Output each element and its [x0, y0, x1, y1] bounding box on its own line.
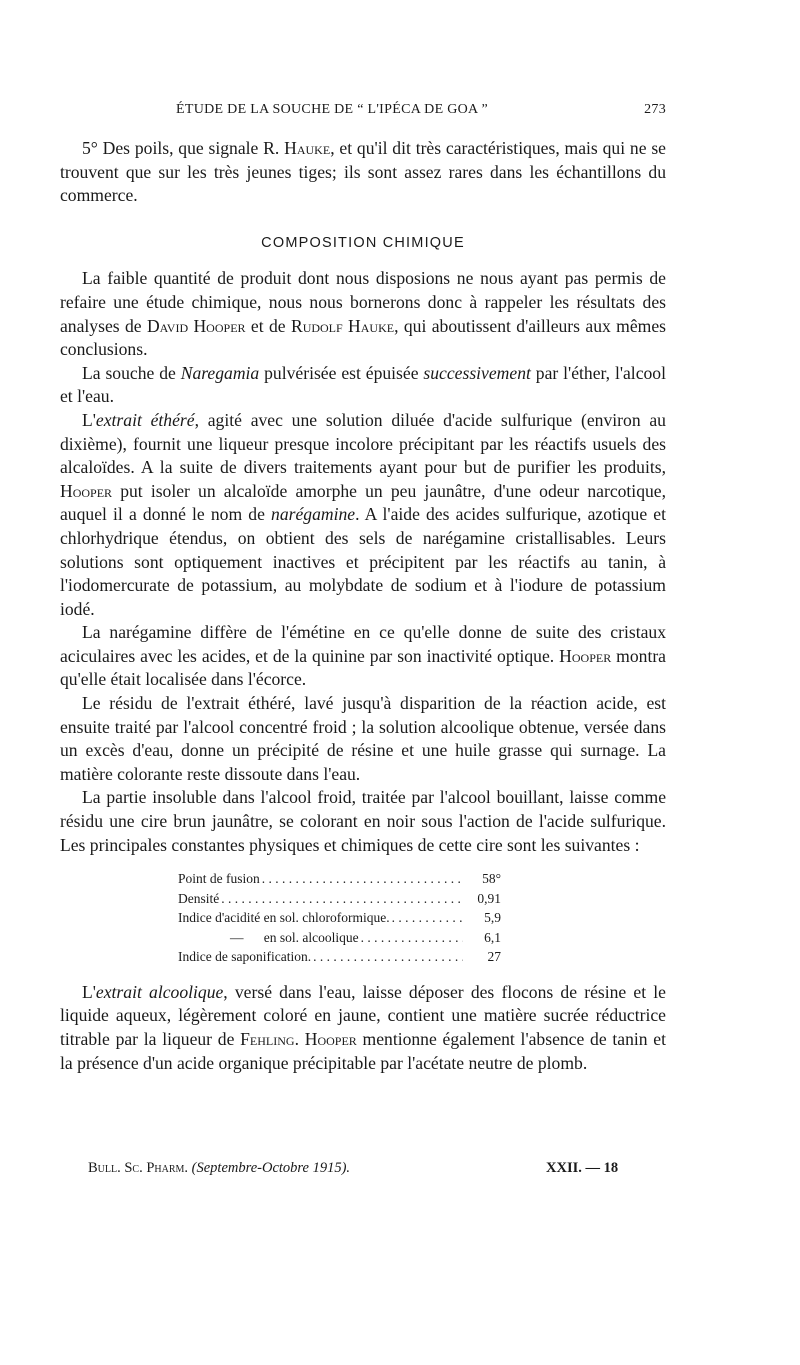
text-run: L': [82, 981, 96, 1002]
section-heading: COMPOSITION CHIMIQUE: [261, 234, 465, 251]
leader-dots: [359, 928, 463, 948]
constants-table: [178, 869, 501, 967]
italic-term: extrait éthéré: [95, 409, 195, 430]
paragraph-4: [60, 621, 666, 692]
paragraph-5: Le résidu de l'extrait éthéré, lavé jusqu'à disparition de la réaction acide, est ensuite traité par l'alcool concentré froid ; la solution alcoolique obtenue, versée dans un excès d'eau, donne un précipité de résine et une huile grasse qui surnage. La matière colorante reste dissoute dans l'eau.: [60, 693, 666, 784]
text-run: , et qu'il dit très caractéristiques, mais qui ne se trouvent que sur les très jeunes tiges; ils sont assez rares dans les échantillons du commerce.: [60, 138, 666, 206]
italic-term: extrait alcoolique: [95, 981, 224, 1002]
constant-label: Indice de saponification.: [178, 949, 312, 965]
author-name: Hooper: [559, 645, 612, 666]
table-row: [178, 928, 501, 948]
italic-term: Naregamia: [180, 362, 260, 383]
text-run: La faible quantité de produit dont nous disposions ne nous ayant pas permis de refaire une étude chimique, nous nous bornerons donc à rappeler les résultats des analyses de: [60, 268, 666, 336]
paragraph-intro: [60, 137, 666, 208]
text-run: , versé dans l'eau, laisse déposer des flocons de résine et le liquide aqueux, légèrement coloré en jaune, contient une matière sucrée réductrice titrable par la liqueur de: [60, 981, 666, 1049]
text-run: , qui aboutissent d'ailleurs aux mêmes conclusions.: [60, 315, 666, 360]
constant-value: 27: [487, 949, 501, 965]
table-row: [178, 889, 501, 909]
text-run: , agité avec une solution diluée d'acide sulfurique (environ au dixième), fournit une liqueur presque incolore précipitant par les réactifs usuels des alcaloïdes. A la suite de divers traitements ayant pour but de purifier les produits,: [60, 409, 666, 478]
text-run: put isoler un alcaloïde amorphe un peu jaunâtre, d'une odeur narcotique, auquel il a donné le nom de: [60, 480, 666, 525]
author-name: David Hooper: [146, 315, 246, 336]
table-row: [178, 947, 501, 967]
journal-name: Bull. Sc. Pharm.: [88, 1160, 189, 1176]
text-run: mentionne également l'absence de tanin et la présence d'un acide organique précipitable par l'acétate neutre de plomb.: [60, 1028, 667, 1073]
volume-sheet: XXII. — 18: [546, 1160, 619, 1176]
text-run: montra qu'elle était localisée dans l'écorce.: [60, 645, 666, 690]
constant-label: Indice d'acidité en sol. chloroformique.: [178, 910, 390, 926]
text-run: L': [82, 409, 96, 430]
constant-label: Densité: [178, 890, 220, 906]
table-row: [178, 908, 501, 928]
text-run: .: [294, 1028, 305, 1049]
page-number: 273: [644, 102, 666, 117]
text-run: par l'éther, l'alcool et l'eau.: [60, 362, 666, 407]
constant-value: 58°: [482, 871, 501, 887]
constant-label: Point de fusion: [178, 871, 260, 887]
paragraph-1: [60, 267, 666, 361]
issue-date: (Septembre-Octobre 1915).: [191, 1160, 351, 1176]
italic-term: successivement: [423, 362, 531, 383]
author-name: Fehling: [240, 1028, 295, 1049]
italic-term: narégamine: [271, 504, 356, 525]
text-run: et de: [245, 315, 291, 336]
author-name: Hooper: [304, 1028, 357, 1049]
paragraph-7: [60, 981, 666, 1075]
paragraph-6: La partie insoluble dans l'alcool froid, traitée par l'alcool bouillant, laisse comme résidu une cire brun jaunâtre, se colorant en noir sous l'action de l'acide sulfurique. Les principales constantes physiques et chimiques de cette cire sont les suivantes :: [60, 787, 666, 855]
text-run: Des poils, que signale R.: [97, 138, 285, 158]
text-run: La narégamine diffère de l'émétine en ce qu'elle donne de suite des cristaux aciculaires avec les acides, et de la quinine par son inactivité optique.: [60, 622, 666, 666]
leader-dots: [260, 869, 463, 889]
text-run: La souche de: [82, 362, 181, 383]
table-row: [178, 869, 501, 889]
author-name: Rudolf Hauke: [290, 315, 395, 336]
paragraph-2: [60, 362, 666, 409]
constant-label: — en sol. alcoolique: [230, 929, 359, 945]
constant-value: 6,1: [484, 929, 501, 945]
leader-dots: [311, 947, 463, 967]
article-body: [60, 137, 666, 1075]
author-name: Hooper: [60, 480, 113, 501]
journal-citation: [88, 1160, 350, 1177]
text-run: pulvérisée est épuisée: [259, 362, 424, 383]
leader-dots: [390, 908, 463, 928]
constant-value: 5,9: [484, 910, 501, 926]
paragraph-3: [60, 409, 666, 621]
running-title: ÉTUDE DE LA SOUCHE DE “ L'IPÉCA DE GOA ”: [176, 102, 488, 117]
constant-value: 0,91: [477, 890, 501, 906]
author-name: Hauke: [284, 138, 331, 158]
leader-dots: [219, 889, 463, 909]
text-run: . A l'aide des acides sulfurique, azotique et chlorhydrique étendus, on obtient des sels de narégamine cristallisables. Leurs solutions sont optiquement inactives et précipitent par les réactifs au tanin, à l'iodomercurate de potassium, au molybdate de sodium et à l'iodure de potassium iodé.: [60, 504, 666, 619]
item-number: 5°: [82, 138, 98, 158]
